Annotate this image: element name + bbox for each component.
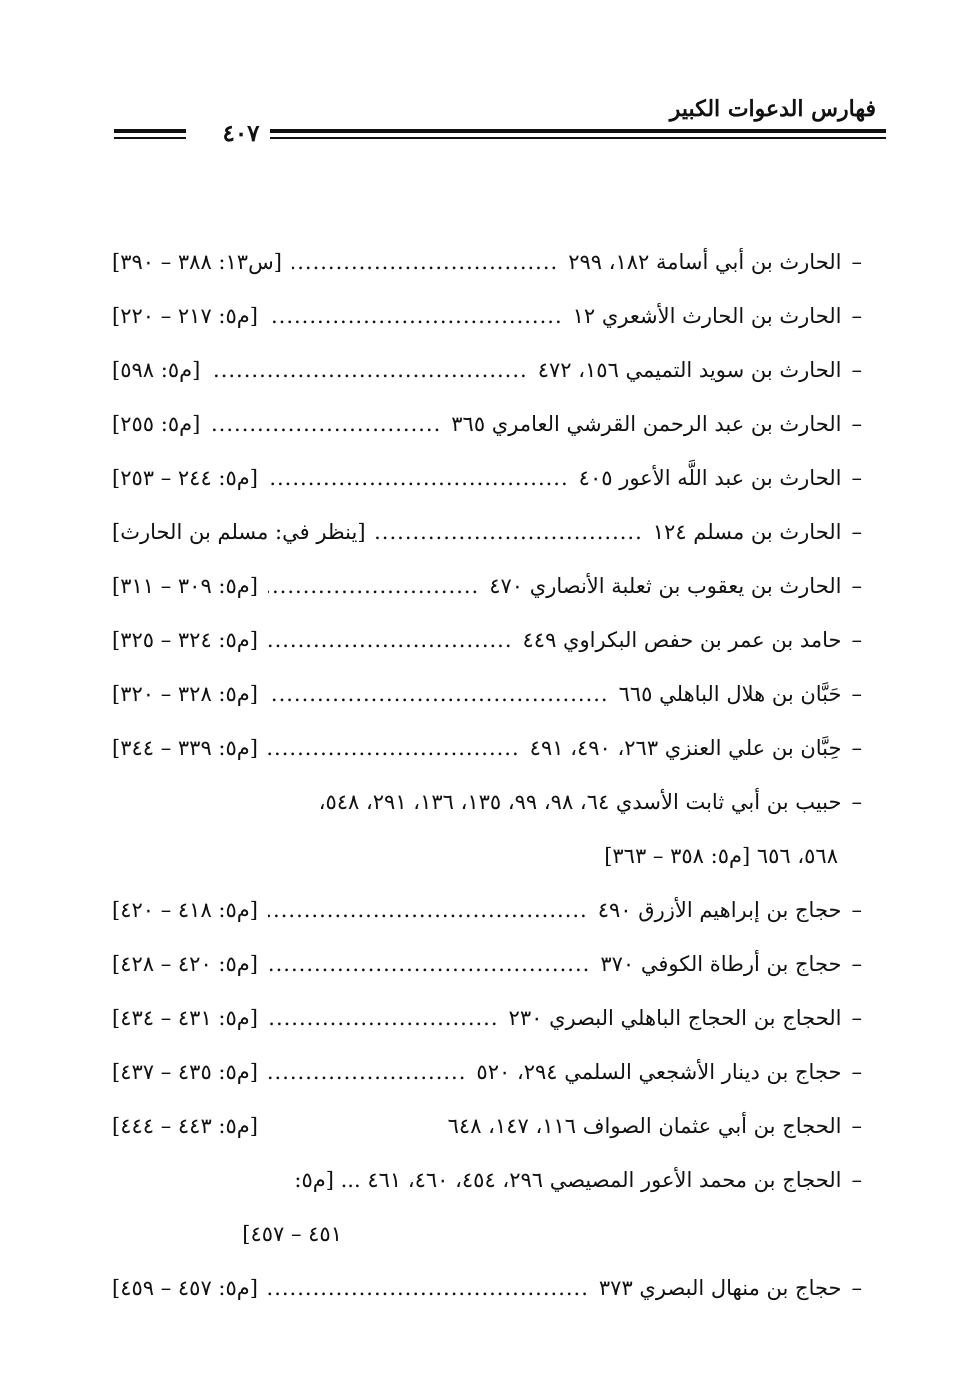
entry-dash: –	[851, 952, 862, 976]
entry-reference: [س١٣: ٣٨٨ – ٣٩٠]	[112, 250, 282, 274]
entry-dash: –	[851, 358, 862, 382]
index-entry	[112, 682, 862, 736]
index-entries	[112, 250, 862, 1330]
index-entry	[112, 574, 862, 628]
entry-reference: [م٥: ٤٢٠ – ٤٢٨]	[112, 952, 258, 976]
entry-name: الحجاج بن الحجاج الباهلي البصري ٢٣٠	[508, 1006, 842, 1030]
entry-name: حجاج بن إبراهيم الأزرق ٤٩٠	[597, 898, 842, 922]
entry-name: حجاج بن أرطاة الكوفي ٣٧٠	[600, 952, 842, 976]
index-entry	[112, 304, 862, 358]
dot-leader	[268, 682, 609, 706]
entry-dash: –	[851, 1276, 862, 1300]
dot-leader	[268, 304, 563, 328]
dot-leader	[268, 736, 520, 760]
index-entry	[112, 412, 862, 466]
entry-line-1	[112, 1168, 862, 1222]
running-title: فهارس الدعوات الكبير	[669, 96, 876, 122]
entry-name: حَبَّان بن هلال الباهلي ٦٦٥	[618, 682, 842, 706]
entry-dash: –	[851, 1060, 862, 1084]
entry-dash: –	[851, 1168, 862, 1192]
header-rule-right-bottom	[270, 137, 886, 139]
entry-text: حبيب بن أبي ثابت الأسدي ٦٤، ٩٨، ٩٩، ١٣٥، ١٣٦، ٢٩١، ٥٤٨،	[318, 790, 842, 814]
entry-name: حامد بن عمر بن حفص البكراوي ٤٤٩	[522, 628, 842, 652]
dot-leader	[376, 520, 643, 544]
page-number: ٤٠٧	[222, 120, 260, 147]
dot-leader	[292, 250, 558, 274]
dot-leader	[268, 628, 513, 652]
index-entry	[112, 1276, 862, 1330]
entry-reference: [م٥: ٤٣٥ – ٤٣٧]	[112, 1060, 258, 1084]
header-rule-left-top	[114, 129, 186, 133]
index-entry	[112, 250, 862, 304]
entry-line-2: ٤٥١ – ٤٥٧]	[242, 1222, 342, 1246]
entry-text: الحجاج بن محمد الأعور المصيصي ٢٩٦، ٤٥٤، ٤٦٠، ٤٦١ ... [م٥:	[294, 1168, 842, 1192]
entry-dash: –	[851, 628, 862, 652]
entry-dash: –	[851, 412, 862, 436]
dot-leader	[210, 412, 441, 436]
entry-name: حجاج بن منهال البصري ٣٧٣	[598, 1276, 842, 1300]
entry-reference: [م٥: ٢٤٤ – ٢٥٣]	[112, 466, 258, 490]
dot-leader	[268, 1006, 499, 1030]
entry-dash: –	[851, 1114, 862, 1138]
entry-dash: –	[851, 520, 862, 544]
dot-leader	[268, 466, 569, 490]
dot-leader	[268, 898, 588, 922]
entry-reference: [ينظر في: مسلم بن الحارث]	[112, 520, 366, 544]
entry-name: الحارث بن سويد التميمي ١٥٦، ٤٧٢	[537, 358, 842, 382]
entry-dash: –	[851, 574, 862, 598]
dot-leader	[268, 574, 479, 598]
entry-reference: [م٥: ٣٠٩ – ٣١١]	[112, 574, 258, 598]
entry-name: الحارث بن أبي أسامة ١٨٢، ٢٩٩	[568, 250, 842, 274]
dot-leader	[268, 1276, 589, 1300]
entry-dash: –	[851, 250, 862, 274]
index-entry-multiline	[112, 790, 862, 898]
index-entry	[112, 1006, 862, 1060]
page-header	[110, 96, 886, 148]
entry-reference: [م٥: ٤٤٣ – ٤٤٤]	[112, 1114, 258, 1138]
entry-name: حجاج بن دينار الأشجعي السلمي ٢٩٤، ٥٢٠	[476, 1060, 842, 1084]
entry-line-1	[112, 790, 862, 844]
dot-leader	[210, 358, 527, 382]
entry-dash: –	[851, 1006, 862, 1030]
entry-name: الحارث بن مسلم ١٢٤	[652, 520, 842, 544]
entry-name: الحارث بن عبد اللَّه الأعور ٤٠٥	[578, 466, 842, 490]
index-entry-multiline	[112, 1168, 862, 1276]
index-entry	[112, 358, 862, 412]
entry-dash: –	[851, 466, 862, 490]
index-entry	[112, 628, 862, 682]
index-entry	[112, 466, 862, 520]
entry-reference: [م٥: ٥٩٨]	[112, 358, 201, 382]
entry-dash: –	[851, 304, 862, 328]
entry-dash: –	[851, 682, 862, 706]
entry-reference: [م٥: ٢٥٥]	[112, 412, 201, 436]
entry-dash: –	[851, 790, 862, 814]
entry-dash: –	[851, 736, 862, 760]
index-entry	[112, 898, 862, 952]
entry-name: الحارث بن الحارث الأشعري ١٢	[572, 304, 842, 328]
entry-reference: [م٥: ٣٣٩ – ٣٤٤]	[112, 736, 258, 760]
dot-leader	[268, 1060, 466, 1084]
entry-reference: [م٥: ٤٣١ – ٤٣٤]	[112, 1006, 258, 1030]
entry-dash: –	[851, 898, 862, 922]
entry-reference: [م٥: ٢١٧ – ٢٢٠]	[112, 304, 258, 328]
entry-reference: [م٥: ٣٢٨ – ٣٢٠]	[112, 682, 258, 706]
dot-leader	[268, 952, 590, 976]
entry-reference: [م٥: ٤١٨ – ٤٢٠]	[112, 898, 258, 922]
header-rule-left-bottom	[114, 137, 186, 139]
entry-reference: [م٥: ٤٥٧ – ٤٥٩]	[112, 1276, 258, 1300]
index-entry	[112, 952, 862, 1006]
index-entry	[112, 736, 862, 790]
entry-name: حِبَّان بن علي العنزي ٢٦٣، ٤٩٠، ٤٩١	[529, 736, 842, 760]
entry-line-2: ٥٦٨، ٦٥٦ [م٥: ٣٥٨ – ٣٦٣]	[604, 844, 838, 868]
entry-name: الحجاج بن أبي عثمان الصواف ١١٦، ١٤٧، ٦٤٨	[447, 1114, 842, 1138]
entry-name: الحارث بن عبد الرحمن القرشي العامري ٣٦٥	[451, 412, 842, 436]
index-entry	[112, 520, 862, 574]
entry-reference: [م٥: ٣٢٤ – ٣٢٥]	[112, 628, 258, 652]
header-rule-right-top	[270, 129, 886, 133]
entry-name: الحارث بن يعقوب بن ثعلبة الأنصاري ٤٧٠	[489, 574, 842, 598]
index-entry	[112, 1114, 862, 1168]
index-entry	[112, 1060, 862, 1114]
